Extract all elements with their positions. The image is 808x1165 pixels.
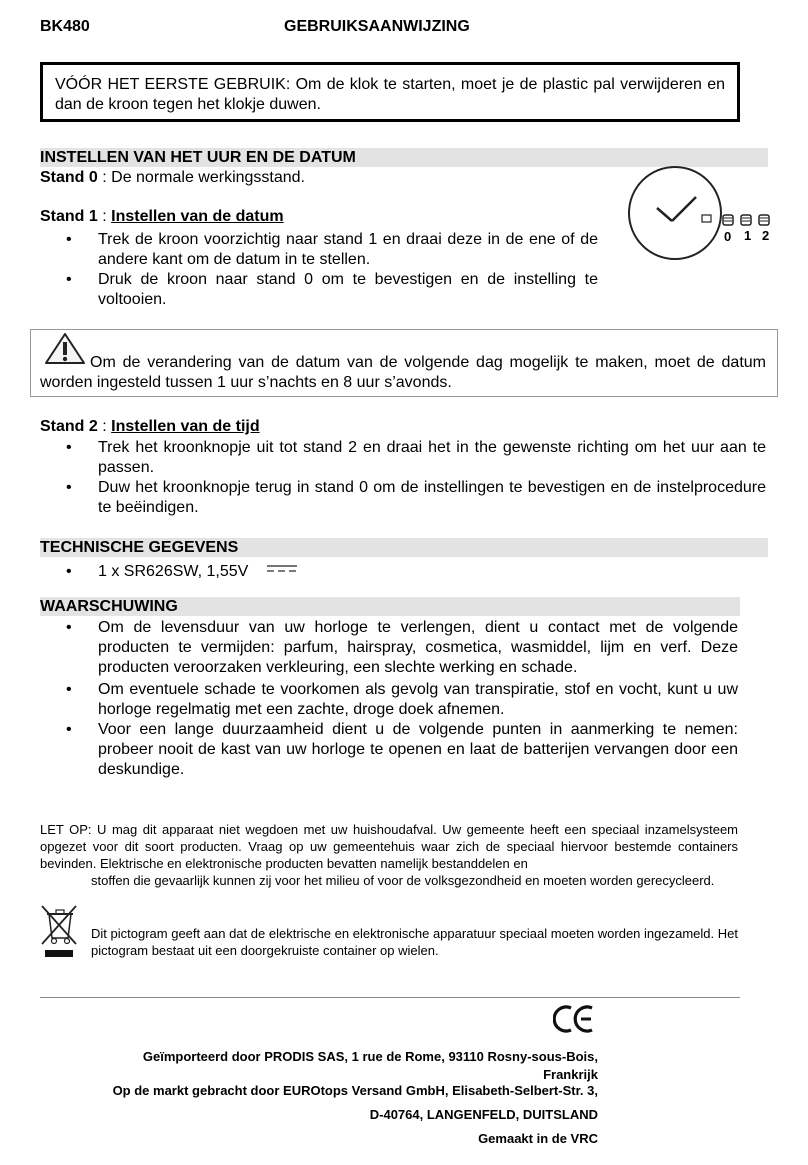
list-item: • Om de levensduur van uw horloge te verlengen, dient u contact met de volgende producten te vermijden: parfum, hairspray, cosmetica, wasmiddel, lijm en verf. Deze producten veroorzaken verkleuring, een slechte werking en schade. [66,619,738,676]
model-number: BK480 [40,18,90,35]
importer-line-1: Geïmporteerd door PRODIS SAS, 1 rue de Rome, 93110 Rosny-sous-Bois, [142,1049,598,1064]
section-heading-warning: WAARSCHUWING [40,597,740,616]
importer-line-2: Frankrijk [543,1067,598,1082]
notice-text: VÓÓR HET EERSTE GEBRUIK: Om de klok te starten, moet je de plastic pal verwijderen en dan de kroon tegen het klokje duwen. [55,76,725,113]
footer-divider [40,997,740,998]
distributor-line-2: D-40764, LANGENFELD, DUITSLAND [369,1107,598,1122]
list-item: • Om eventuele schade te voorkomen als gevolg van transpiratie, stof en vocht, kunt u uw horloge regelmatig met een zachte, droge doek afnemen. [66,681,738,718]
minute-hand [672,197,696,221]
stand0-line [40,168,305,188]
stand1-line [40,207,284,227]
crown-icon-2 [759,215,769,225]
crown-position-label-1: 1 [744,228,752,243]
list-item: • 1 x SR626SW, 1,55V [98,562,248,582]
dc-symbol-icon [266,564,298,574]
stand1-separator: : [97,208,112,225]
weee-bin-icon [40,904,80,960]
watch-face [629,167,721,259]
date-window [702,215,711,222]
disposal-notice-cont: stoffen die gevaarlijk kunnen zij voor het milieu of voor de volksgezondheid en moeten worden gerecycleerd. [91,873,715,888]
stand1-bullet-2: Druk de kroon naar stand 0 om te bevestigen en de instelling te voltooien. [98,271,598,308]
stand1-title: Instellen van de datum [111,208,284,225]
section-heading-tech: TECHNISCHE GEGEVENS [40,538,768,557]
date-warning-text: Om de verandering van de datum van de volgende dag mogelijk te maken, moet de datum worden ingesteld tussen 1 uur s’nachts en 8 uur s’avonds. [40,354,766,391]
list-item: • Druk de kroon naar stand 0 om te bevestigen en de instelling te voltooien. [66,271,598,308]
stand0-label: Stand 0 [40,169,98,186]
crown-icon-1 [741,215,751,225]
battery-spec: 1 x SR626SW, 1,55V [98,563,249,580]
stand2-label: Stand 2 [40,418,98,435]
stand2-bullet-1: Trek het kroonknopje uit tot stand 2 en draai het in the gewenste richting om het uur aan te passen. [98,439,766,476]
pictogram-explanation: Dit pictogram geeft aan dat de elektrische en elektronische apparatuur speciaal moeten worden ingezameld. Het pictogram bestaat uit een doorgekruiste container op wielen. [91,926,738,958]
stand2-bullet-2: Duw het kroonknopje terug in stand 0 om de instellingen te bevestigen en de instelprocedure te beëindigen. [98,479,766,516]
first-use-notice [40,62,740,122]
watch-crown-diagram [620,165,780,260]
list-item: • Trek de kroon voorzichtig naar stand 1 en draai deze in de ene of de andere kant om de datum in te stellen. [66,231,598,268]
warning-bullet-3: Voor een lange duurzaamheid dient u de volgende punten in aanmerking te nemen: probeer nooit de kast van uw horloge te openen en laat de batterijen vervangen door een deskundige. [98,721,738,778]
stand1-bullet-1: Trek de kroon voorzichtig naar stand 1 en draai deze in de ene of de andere kant om de datum in te stellen. [98,231,598,268]
stand2-line [40,417,260,437]
warning-bullet-2: Om eventuele schade te voorkomen als gevolg van transpiratie, stof en vocht, kunt u uw horloge regelmatig met een zachte, droge doek afnemen. [98,681,738,718]
ce-mark-icon [553,1004,597,1034]
list-item: • Voor een lange duurzaamheid dient u de volgende punten in aanmerking te nemen: probeer nooit de kast van uw horloge te openen en laat de batterijen vervangen door een deskundige. [66,721,738,778]
crown-position-label-0: 0 [724,229,732,244]
made-in: Gemaakt in de VRC [478,1131,598,1146]
crown-position-label-2: 2 [762,228,770,243]
stand0-text: : De normale werkingsstand. [97,169,305,186]
stand2-title: Instellen van de tijd [111,418,260,435]
section-heading-settings: INSTELLEN VAN HET UUR EN DE DATUM [40,148,768,167]
disposal-notice: LET OP: U mag dit apparaat niet wegdoen met uw huishoudafval. Uw gemeente heeft een speciaal inzamelsysteem opgezet voor dit soort producten. Vraag op uw gemeentehuis waar zich de speciaal hiervoor bestemde containers bevinden. Elektrische en elektronische producten bevatten namelijk bestanddelen en [40,822,738,871]
crown-icon-0 [723,215,733,225]
distributor-line-1: Op de markt gebracht door EUROtops Versand GmbH, Elisabeth-Selbert-Str. 3, [112,1083,598,1098]
list-item: • Trek het kroonknopje uit tot stand 2 en draai het in the gewenste richting om het uur aan te passen. [66,439,766,476]
document-title: GEBRUIKSAANWIJZING [284,18,470,35]
warning-bullet-1: Om de levensduur van uw horloge te verlengen, dient u contact met de volgende producten te vermijden: parfum, hairspray, cosmetica, wasmiddel, lijm en verf. Deze producten veroorzaken verkleuring, een slechte werking en schade. [98,619,738,676]
stand2-separator: : [97,418,112,435]
list-item: • Duw het kroonknopje terug in stand 0 om de instellingen te bevestigen en de instelprocedure te beëindigen. [66,479,766,516]
hour-hand [657,208,672,221]
stand1-label: Stand 1 [40,208,98,225]
